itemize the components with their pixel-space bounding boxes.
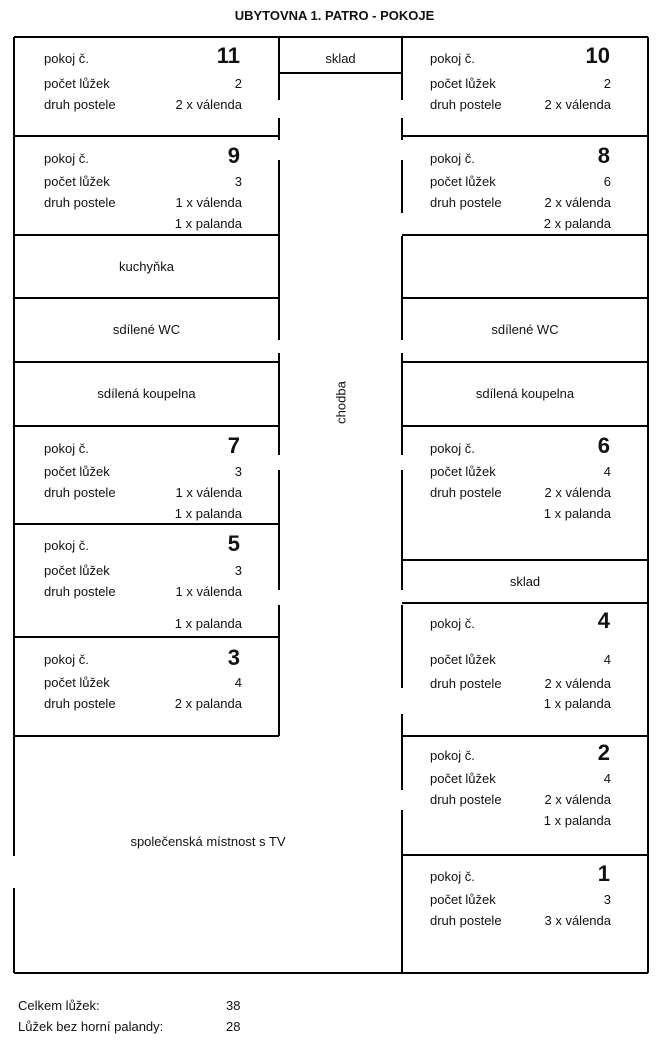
room-label: pokoj č.: [430, 151, 475, 166]
wc-right-label: sdílené WC: [491, 322, 559, 337]
beds-value: 4: [603, 464, 611, 479]
bed-type-value: 2 x válenda: [544, 792, 611, 807]
beds-without-top-bunk-value: 28: [226, 1019, 241, 1034]
bed-type-value: 1 x válenda: [175, 485, 242, 500]
bed-type-value: 1 x válenda: [175, 584, 242, 599]
beds-label: počet lůžek: [430, 174, 496, 189]
bed-type-value: 3 x válenda: [544, 913, 611, 928]
bed-type-value: 2 x válenda: [544, 485, 611, 500]
room-label: pokoj č.: [44, 151, 89, 166]
bed-type-value: 1 x palanda: [174, 506, 242, 521]
bed-type-value: 1 x palanda: [543, 813, 611, 828]
bed-type-value: 2 x válenda: [544, 97, 611, 112]
room-number: 7: [227, 433, 240, 458]
bed-type-value: 2 x válenda: [544, 195, 611, 210]
bathroom-left-label: sdílená koupelna: [97, 386, 196, 401]
beds-value: 3: [234, 563, 242, 578]
bed-type-label: druh postele: [430, 792, 502, 807]
beds-label: počet lůžek: [44, 563, 110, 578]
bed-type-label: druh postele: [44, 584, 116, 599]
wc-left-label: sdílené WC: [112, 322, 181, 337]
room-label: pokoj č.: [430, 869, 475, 884]
beds-value: 4: [234, 675, 242, 690]
bed-type-label: druh postele: [430, 676, 502, 691]
room-number: 6: [597, 433, 610, 458]
beds-value: 4: [603, 652, 611, 667]
bed-type-value: 2 x palanda: [543, 216, 611, 231]
room-number: 3: [227, 645, 240, 670]
beds-label: počet lůžek: [430, 76, 496, 91]
beds-value: 4: [603, 771, 611, 786]
beds-value: 3: [234, 174, 242, 189]
storage-right-label: sklad: [509, 574, 541, 589]
beds-label: počet lůžek: [44, 675, 110, 690]
total-beds-value: 38: [226, 998, 241, 1013]
bed-type-label: druh postele: [44, 485, 116, 500]
storage-top-label: sklad: [325, 51, 356, 66]
bathroom-right-label: sdílená koupelna: [475, 386, 575, 401]
beds-without-top-bunk-label: Lůžek bez horní palandy:: [18, 1019, 164, 1034]
room-label: pokoj č.: [44, 538, 89, 553]
room-number: 4: [597, 608, 610, 633]
bed-type-label: druh postele: [430, 913, 502, 928]
room-label: pokoj č.: [430, 441, 475, 456]
bed-type-value: 2 x palanda: [174, 696, 242, 711]
room-number: 5: [227, 531, 240, 556]
beds-value: 3: [603, 892, 611, 907]
bed-type-value: 2 x válenda: [544, 676, 611, 691]
room-number: 2: [597, 740, 610, 765]
beds-label: počet lůžek: [430, 464, 496, 479]
beds-value: 2: [603, 76, 611, 91]
page-title: UBYTOVNA 1. PATRO - POKOJE: [234, 8, 435, 23]
beds-value: 2: [234, 76, 242, 91]
room-label: pokoj č.: [44, 652, 89, 667]
room-number: 9: [227, 143, 240, 168]
beds-label: počet lůžek: [430, 892, 496, 907]
room-number: 1: [597, 861, 610, 886]
beds-label: počet lůžek: [44, 464, 110, 479]
bed-type-value: 1 x válenda: [175, 195, 242, 210]
beds-value: 3: [234, 464, 242, 479]
bed-type-value: 1 x palanda: [543, 506, 611, 521]
room-label: pokoj č.: [430, 748, 475, 763]
kitchen-label: kuchyňka: [119, 259, 174, 274]
bed-type-label: druh postele: [44, 696, 116, 711]
room-label: pokoj č.: [44, 51, 89, 66]
bed-type-value: 2 x válenda: [175, 97, 242, 112]
common-room-label: společenská místnost s TV: [130, 834, 286, 849]
room-number: 11: [216, 43, 240, 68]
room-label: pokoj č.: [430, 616, 475, 631]
beds-label: počet lůžek: [430, 771, 496, 786]
bed-type-value: 1 x palanda: [543, 696, 611, 711]
bed-type-label: druh postele: [44, 97, 116, 112]
room-label: pokoj č.: [430, 51, 475, 66]
bed-type-label: druh postele: [44, 195, 116, 210]
room-number: 8: [597, 143, 610, 168]
room-label: pokoj č.: [44, 441, 89, 456]
total-beds-label: Celkem lůžek:: [18, 998, 100, 1013]
beds-label: počet lůžek: [44, 76, 110, 91]
bed-type-label: druh postele: [430, 195, 502, 210]
bed-type-label: druh postele: [430, 97, 502, 112]
bed-type-value: 1 x palanda: [174, 616, 242, 631]
corridor-label: chodba: [333, 381, 349, 424]
bed-type-label: druh postele: [430, 485, 502, 500]
beds-label: počet lůžek: [44, 174, 110, 189]
beds-value: 6: [603, 174, 611, 189]
room-number: 10: [585, 43, 610, 68]
beds-label: počet lůžek: [430, 652, 496, 667]
bed-type-value: 1 x palanda: [174, 216, 242, 231]
